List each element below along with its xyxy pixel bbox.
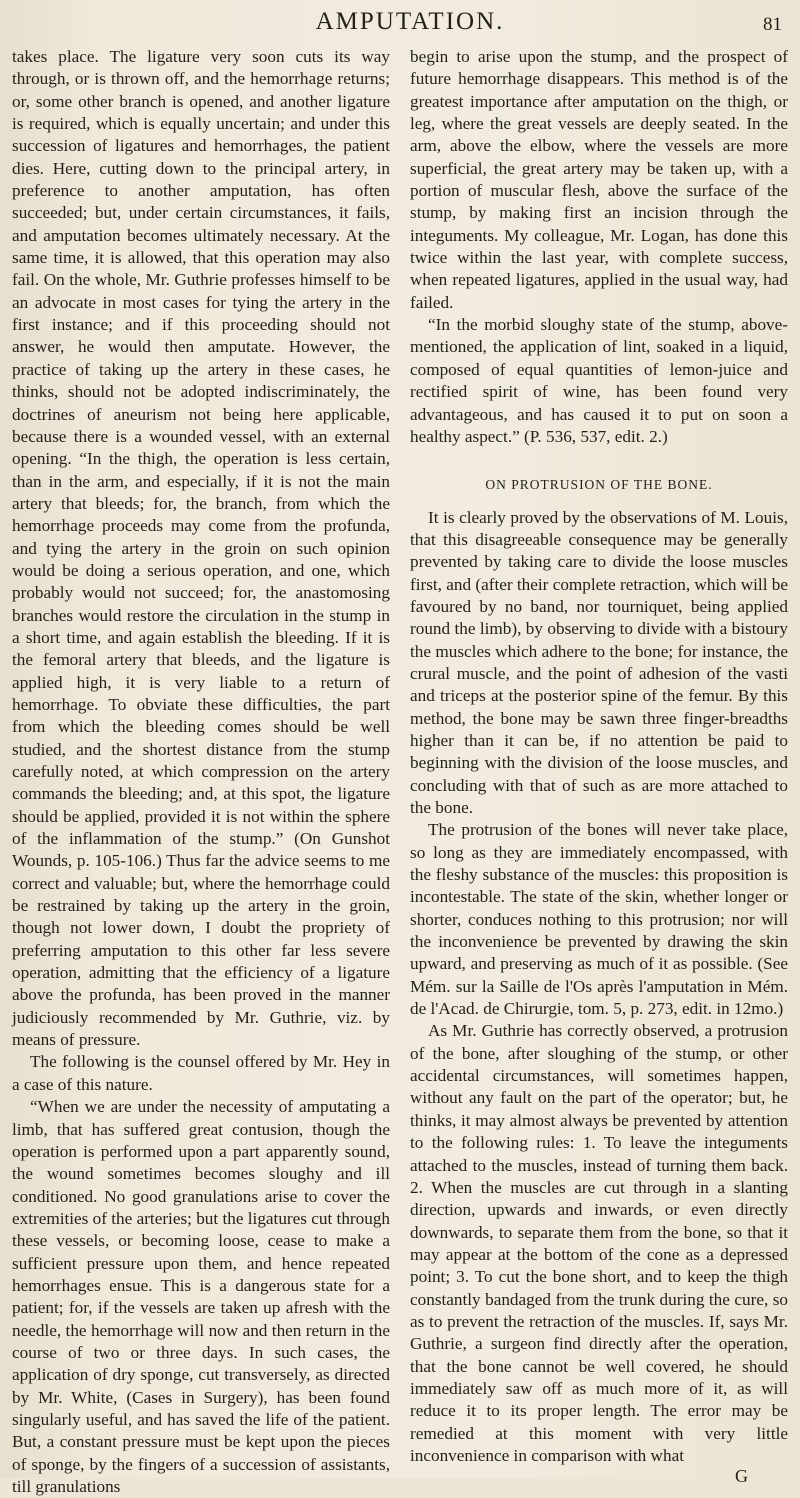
paragraph: The following is the counsel offered by Mr. Hey in a case of this nature. (12, 1052, 390, 1094)
page-number: 81 (763, 14, 782, 35)
paragraph: “In the morbid sloughy state of the stump, above-mentioned, the application of lint, soaked in a liquid, composed of equal quantities of lemon-juice and rectified spirit of wine, has been found very advantageous, and has caused it to put on soon a healthy aspect.” (P. 536, 537, edit. 2.) (410, 315, 788, 446)
paragraph: begin to arise upon the stump, and the prospect of future hemorrhage disappears. This method is of the greatest importance after amputation on the thigh, or leg, where the great vessels are deeply seated. In the arm, above the elbow, where the vessels are more superficial, the great artery may be taken up, with a portion of muscular flesh, above the surface of the stump, by making first an incision through the integuments. My colleague, Mr. Logan, has done this twice within the last year, with complete success, when repeated ligatures, applied in the usual way, had failed. (410, 47, 788, 312)
paragraph: It is clearly proved by the observations of M. Louis, that this disagreeable consequence may be generally prevented by taking care to divide the loose muscles first, and (after their complete retraction, which will be favoured by no band, nor tourniquet, being applied round the limb), by observing to divide with a bistoury the muscles which adhere to the bone; for instance, the crural muscle, and the point of adhesion of the vasti and triceps at the posterior spine of the femur. By this method, the bone may be sawn three finger-breadths higher than it can be, if no attention be paid to beginning with the division of the loose muscles, and concluding with that of such as are more attached to the bone. (410, 507, 788, 817)
page-header (0, 6, 800, 42)
paragraph: takes place. The ligature very soon cuts its way through, or is thrown off, and the hemorrhage returns; or, some other branch is opened, and another ligature is required, which is equally uncertain; and under this succession of ligatures and hemorrhages, the patient dies. Here, cutting down to the principal artery, in preference to another amputation, has often succeeded; but, under certain circumstances, it fails, and amputation becomes ultimately necessary. At the same time, it is allowed, that this operation may also fail. On the whole, Mr. Guthrie professes himself to be an advocate in most cases for tying the artery in the first instance; and if this proceeding should not answer, he would then amputate. However, the practice of taking up the artery in these cases, he thinks, should not be adopted indiscriminately, the doctrines of aneurism not being here applicable, because there is a wounded vessel, with an external opening. “In the thigh, the operation is less certain, than in the arm, and especially, if it is not the main artery that bleeds; for, the branch, from which the hemorrhage proceeds may come from the profunda, and tying the artery in the groin on such opinion would be doing a serious operation, and one, which probably would not succeed; for, the anastomosing branches would restore the circulation in the stump in a short time, and again establish the bleeding. If it is the femoral artery that bleeds, and the ligature is applied high, it is very liable to a return of hemorrhage. To obviate these difficulties, the part from which the bleeding comes should be well studied, and the shortest distance from the stump carefully noted, at which compression on the artery commands the bleeding; and, at this spot, the ligature should be applied, provided it is not within the sphere of the inflammation of the stump.” (On Gunshot Wounds, p. 105-106.) Thus far the advice seems to me correct and valuable; but, where the hemorrhage could be restrained by taking up the artery in the groin, though not lower down, I doubt the propriety of preferring amputation to this other far less severe operation, admitting that the efficiency of a ligature above the profunda, has been proved in the manner judiciously recommended by Mr. Guthrie, viz. by means of pressure. (12, 47, 390, 1050)
running-title: AMPUTATION. (315, 8, 505, 35)
section-heading: ON PROTRUSION OF THE BONE. (485, 477, 713, 493)
paragraph: “When we are under the necessity of amputating a limb, that has suffered great contusion, though the operation is performed upon a part apparently sound, the wound sometimes becomes sloughy and ill conditioned. No good granulations arise to cover the extremities of the arteries; but the ligatures cut through these vessels, or becoming loose, cease to make a sufficient pressure upon them, and hence repeated hemorrhages ensue. This is a dangerous state for a patient; for, if the vessels are taken up afresh with the needle, the hemorrhage will now and then return in the course of two or three days. In such cases, the application of dry sponge, cut transversely, as directed by Mr. White, (Cases in Surgery), has been found singularly useful, and has saved the life of the patient. But, a constant pressure must be kept upon the pieces of sponge, by the fingers of a succession of assistants, till granulations (12, 1097, 391, 1496)
left-column (12, 46, 391, 1496)
paragraph: The protrusion of the bones will never take place, so long as they are immediately encompassed, with the fleshy substance of the muscles: this proposition is incontestable. The state of the skin, whether longer or shorter, conduces nothing to this protrusion; nor will the inconvenience be prevented by drawing the skin upward, and preserving as much of it as possible. (See Mém. sur la Saille de l'Os après l'amputation in Mém. de l'Acad. de Chirurgie, tom. 5, p. 273, edit. in 12mo.) (410, 820, 788, 1019)
signature-mark: G (735, 1466, 748, 1487)
paragraph: As Mr. Guthrie has correctly observed, a protrusion of the bone, after sloughing of the stump, or other accidental circumstances, will sometimes happen, without any fault on the part of the operator; but, he thinks, it may almost always be prevented by attention to the following rules: 1. To leave the integuments attached to the muscles, instead of turning them back. 2. When the muscles are cut through in a slanting direction, upwards and inwards, or even directly downwards, to separate them from the bone, so that it may appear at the bottom of the cone as a depressed point; 3. To cut the bone short, and to keep the thigh constantly bandaged from the trunk during the cure, so as to prevent the retraction of the muscles. If, says Mr. Guthrie, a surgeon find directly after the operation, that the bone cannot be well covered, he should immediately saw off as much more of it, as will reduce it to its proper length. The error may be remedied at this moment with very little inconvenience in comparison with what (410, 1021, 788, 1465)
right-column (410, 46, 788, 1487)
